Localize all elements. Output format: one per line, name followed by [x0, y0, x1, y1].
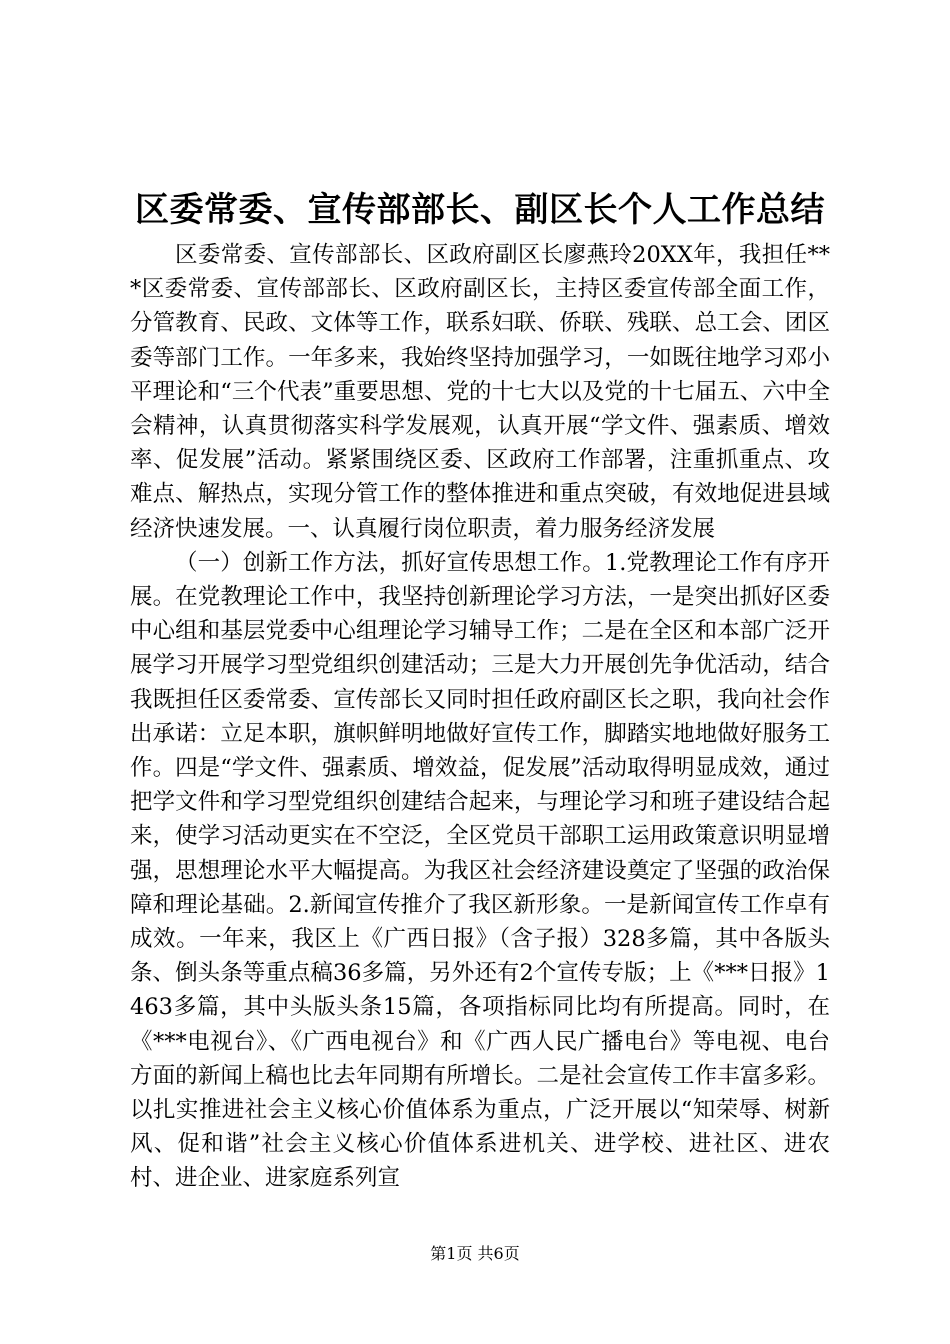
paragraph-1: 区委常委、宣传部部长、区政府副区长廖燕玲20XX年，我担任***区委常委、宣传部部长、区政府副区长，主持区委宣传部全面工作，分管教育、民政、文体等工作，联系妇联、侨联、残联、总工会、团区委等部门工作。一年多来，我始终坚持加强学习，一如既往地学习邓小平理论和“三个代表”重要思想、党的十七大以及党的十七届五、六中全会精神，认真贯彻落实科学发展观，认真开展“学文件、强素质、增效率、促发展”活动。紧紧围绕区委、区政府工作部署，注重抓重点、攻难点、解热点，实现分管工作的整体推进和重点突破，有效地促进县域经济快速发展。一、认真履行岗位职责，着力服务经济发展 [130, 242, 830, 542]
document-title: 区委常委、宣传部部长、副区长个人工作总结 [135, 190, 825, 230]
document-body [130, 238, 830, 1196]
paragraph-2: （一）创新工作方法，抓好宣传思想工作。1.党教理论工作有序开展。在党教理论工作中，我坚持创新理论学习方法，一是突出抓好区委中心组和基层党委中心组理论学习辅导工作；二是在全区和本部广泛开展学习开展学习型党组织创建活动；三是大力开展创先争优活动，结合我既担任区委常委、宣传部长又同时担任政府副区长之职，我向社会作出承诺：立足本职，旗帜鲜明地做好宣传工作，脚踏实地地做好服务工作。四是“学文件、强素质、增效益，促发展”活动取得明显成效，通过把学文件和学习型党组织创建结合起来，与理论学习和班子建设结合起来，使学习活动更实在不空泛，全区党员干部职工运用政策意识明显增强，思想理论水平大幅提高。为我区社会经济建设奠定了坚强的政治保障和理论基础。2.新闻宣传推介了我区新形象。一是新闻宣传工作卓有成效。一年来，我区上《广西日报》（含子报）328多篇，其中各版头条、倒头条等重点稿36多篇，另外还有2个宣传专版；上《***日报》1463多篇，其中头版头条15篇，各项指标同比均有所提高。同时，在《***电视台》、《广西电视台》和《广西人民广播电台》等电视、电台方面的新闻上稿也比去年同期有所增长。二是社会宣传工作丰富多彩。以扎实推进社会主义核心价值体系为重点，广泛开展以“知荣辱、树新风、促和谐”社会主义核心价值体系进机关、进学校、进社区、进农村、进企业、进家庭系列宣 [130, 549, 830, 1192]
page-footer: 第1页 共6页 [430, 1244, 520, 1263]
